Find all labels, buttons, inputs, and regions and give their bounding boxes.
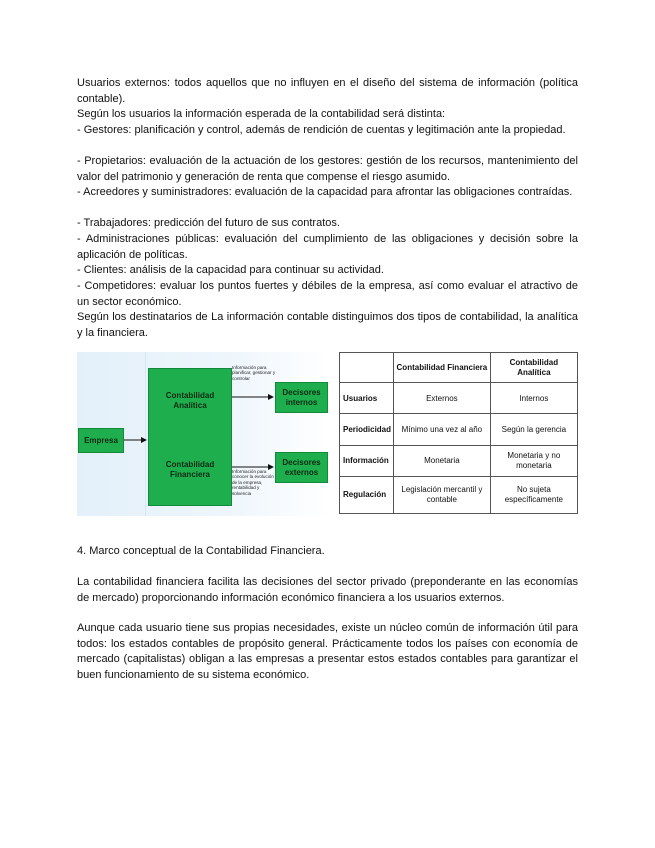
table-cell: Información (340, 445, 394, 476)
table-row (340, 414, 578, 445)
table-header-cell: Contabilidad Financiera (394, 353, 491, 383)
list-item-trabajadores: - Trabajadores: predicción del futuro de sus contratos. (77, 217, 340, 229)
paragraph-segun-usuarios: Según los usuarios la información esperada de la contabilidad será distinta: (77, 108, 446, 120)
paragraph-usuarios-externos: Usuarios externos: todos aquellos que no influyen en el diseño del sistema de información (política contable). (77, 77, 578, 105)
table-cell: Internos (490, 383, 577, 414)
paragraph-nucleo-comun: Aunque cada usuario tiene sus propias necesidades, existe un núcleo común de información útil para todos: los estados contables de propósito general. Prácticamente todos los países con economía de mercado (capitalistas) obligan a las empresas a presentar estos estados contables para garantizar el buen funcionamiento de su sistema económico. (77, 622, 578, 681)
table-cell: Mínimo una vez al año (394, 414, 491, 445)
table-row (340, 383, 578, 414)
contabilidad-financiera-label: Contabilidad Financiera (165, 460, 215, 479)
note-informacion-interna: Información para planificar, gestionar y controlar (232, 365, 276, 381)
accounting-figure (77, 352, 577, 518)
table-cell: Usuarios (340, 383, 394, 414)
list-item-competidores: - Competidores: evaluar los puntos fuertes y débiles de la empresa, así como evaluar el atractivo de un sector económico. (77, 280, 578, 308)
table-cell: Según la gerencia (490, 414, 577, 445)
decisores-externos-box: Decisores externos (275, 452, 328, 483)
paragraph-contabilidad-financiera: La contabilidad financiera facilita las decisiones del sector privado (preponderante en las economías de mercado) proporcionando información económico financiera a los usuarios externos. (77, 576, 578, 604)
table-cell: Externos (394, 383, 491, 414)
decisores-internos-box: Decisores internos (275, 382, 328, 413)
table-header-row (340, 353, 578, 383)
table-cell: Periodicidad (340, 414, 394, 445)
section-heading: 4. Marco conceptual de la Contabilidad Financiera. (77, 545, 325, 557)
table-header-cell (340, 353, 394, 383)
table-cell: Monetaria y no monetaria (490, 445, 577, 476)
table-header-cell: Contabilidad Analítica (490, 353, 577, 383)
table-row (340, 445, 578, 476)
list-item-clientes: - Clientes: análisis de la capacidad para continuar su actividad. (77, 264, 384, 276)
list-item-propietarios: - Propietarios: evaluación de la actuación de los gestores: gestión de los recursos, mantenimiento del valor del patrimonio y generación de renta que compense el riesgo asumido. (77, 155, 578, 183)
list-item-administraciones: - Administraciones públicas: evaluación del cumplimiento de las obligaciones y decisión sobre la aplicación de políticas. (77, 233, 578, 261)
paragraph-destinatarios: Según los destinatarios de La información contable distinguimos dos tipos de contabilidad, la analítica y la financiera. (77, 311, 578, 339)
note-informacion-externa: Información para conocer la evolución de la empresa, rentabilidad y solvencia (232, 469, 274, 496)
contabilidad-analitica-label: Contabilidad Analítica (165, 391, 215, 410)
contabilidad-block (148, 368, 232, 506)
table-cell: Legislación mercantil y contable (394, 476, 491, 513)
table-cell: No sujeta específicamente (490, 476, 577, 513)
table-cell: Regulación (340, 476, 394, 513)
list-item-gestores: - Gestores: planificación y control, además de rendición de cuentas y legitimación ante la propiedad. (77, 124, 566, 136)
table-row (340, 476, 578, 513)
empresa-box: Empresa (78, 428, 124, 453)
comparison-table (339, 352, 578, 514)
list-item-acreedores: - Acreedores y suministradores: evaluación de la capacidad para afrontar las obligaciones contraídas. (77, 186, 573, 198)
diagram-panel (77, 352, 330, 516)
table-cell: Monetaria (394, 445, 491, 476)
